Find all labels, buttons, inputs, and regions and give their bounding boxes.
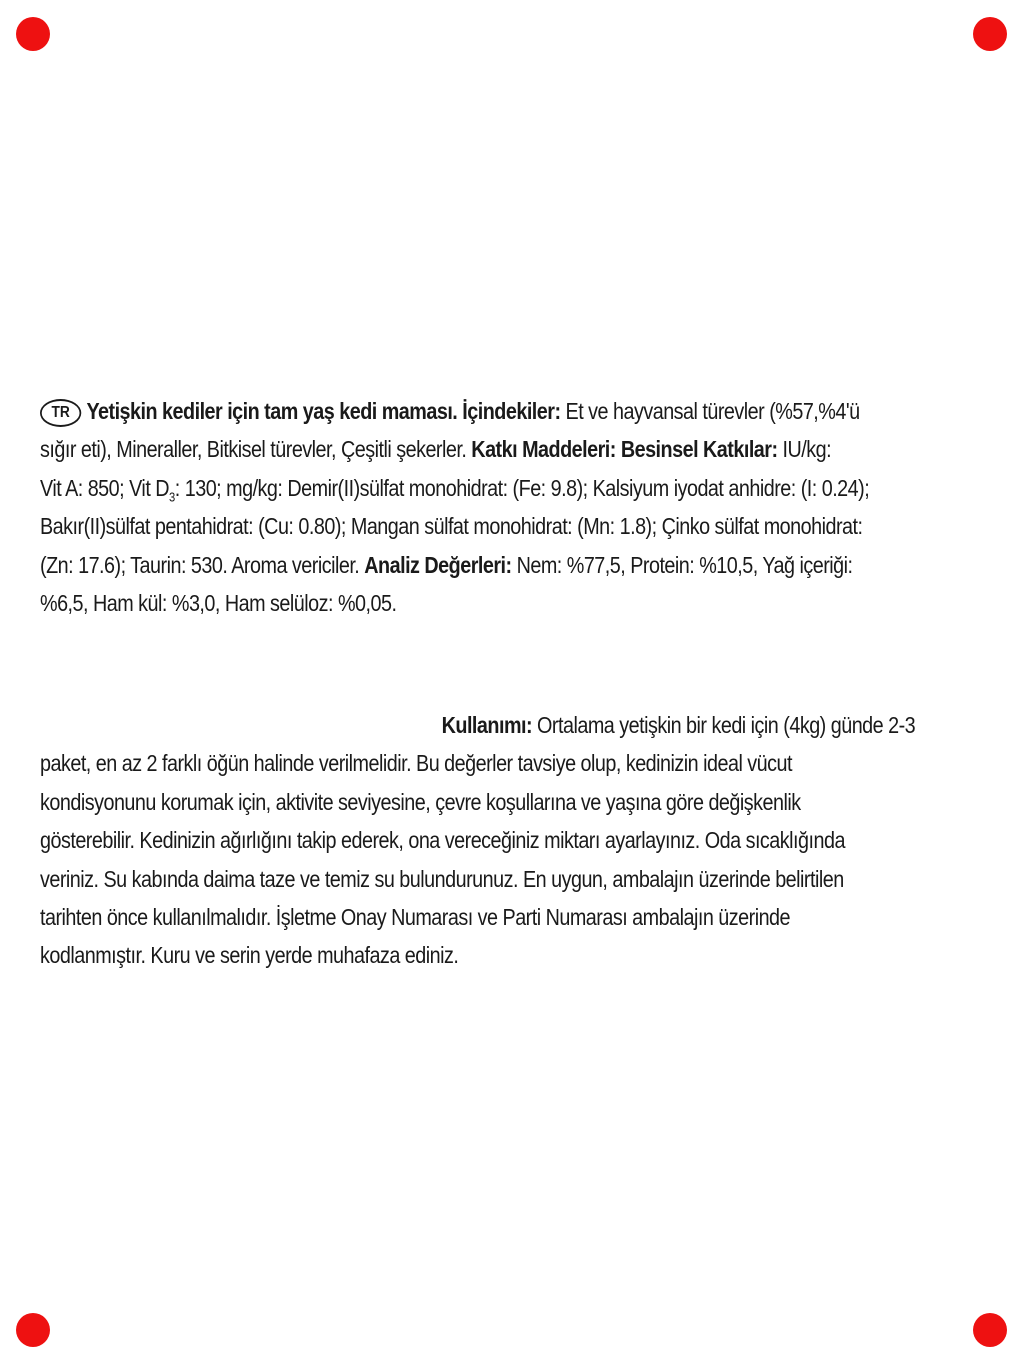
corner-dot-bottom-right (973, 1313, 1007, 1347)
ingredients-line-6: %6,5, Ham kül: %3,0, Ham selüloz: %0,05. (40, 590, 397, 617)
usage-line-2: paket, en az 2 farklı öğün halinde verilmelidir. Bu değerler tavsiye olup, kedinizin ideal vücut (40, 750, 793, 777)
ingredients-text-cont: sığır eti), Mineraller, Bitkisel türevler, Çeşitli şekerler. (40, 436, 467, 463)
usage-line-4: gösterebilir. Kedinizin ağırlığını takip ederek, ona vereceğiniz miktarı ayarlayınız. Oda sıcaklığında (40, 827, 845, 854)
ingredients-line-2 (40, 430, 985, 468)
corner-dot-top-left (16, 17, 50, 51)
corner-dot-top-right (973, 17, 1007, 51)
unit-iu-kg: IU/kg: (782, 436, 832, 463)
ingredients-text: Et ve hayvansal türevler (%57,%4'ü (565, 398, 860, 424)
usage-line-5: veriniz. Su kabında daima taze ve temiz su bulundurunuz. En uygun, ambalajın üzerinde belirtilen (40, 865, 844, 892)
product-title: Yetişkin kediler için tam yaş kedi maması. (86, 398, 458, 424)
ingredients-line-3 (40, 469, 985, 507)
ingredients-label: İçindekiler: (462, 398, 561, 424)
ingredients-paragraph (40, 392, 985, 622)
corner-dot-bottom-left (16, 1313, 50, 1347)
analysis-label: Analiz Değerleri: (364, 551, 512, 578)
usage-line-7: kodlanmıştır. Kuru ve serin yerde muhafaza ediniz. (40, 942, 459, 969)
ingredients-line-4: Bakır(II)sülfat pentahidrat: (Cu: 0.80); Mangan sülfat monohidrat: (Mn: 1.8); Çinko sülfat monohidrat: (40, 513, 863, 540)
nutritional-additives-label: Besinsel Katkılar: (620, 436, 778, 463)
ingredients-line-1 (40, 392, 985, 430)
usage-line-3: kondisyonunu korumak için, aktivite seviyesine, çevre koşullarına ve yaşına göre değişkenlik (40, 788, 801, 815)
additives-label: Katkı Maddeleri: (471, 436, 616, 463)
language-badge: TR (40, 399, 81, 427)
usage-line-6: tarihten önce kullanılmalıdır. İşletme Onay Numarası ve Parti Numarası ambalajın üzerinde (40, 904, 791, 931)
minerals-text: : 130; mg/kg: Demir(II)sülfat monohidrat: (Fe: 9.8); Kalsiyum iyodat anhidre: (I: 0.24); (174, 474, 870, 501)
usage-text-1: Ortalama yetişkin bir kedi için (4kg) günde 2-3 (537, 712, 916, 738)
analysis-values: Nem: %77,5, Protein: %10,5, Yağ içeriği: (516, 551, 853, 578)
usage-paragraph (40, 706, 985, 975)
usage-label: Kullanımı: (441, 712, 533, 738)
usage-line-1 (40, 706, 985, 744)
ingredients-line-5 (40, 546, 985, 584)
zinc-taurine-text: (Zn: 17.6); Taurin: 530. Aroma vericiler. (40, 551, 360, 578)
vitamin-d-subscript: 3 (169, 489, 175, 505)
vitamin-a-text: Vit A: 850; Vit D (40, 474, 170, 501)
